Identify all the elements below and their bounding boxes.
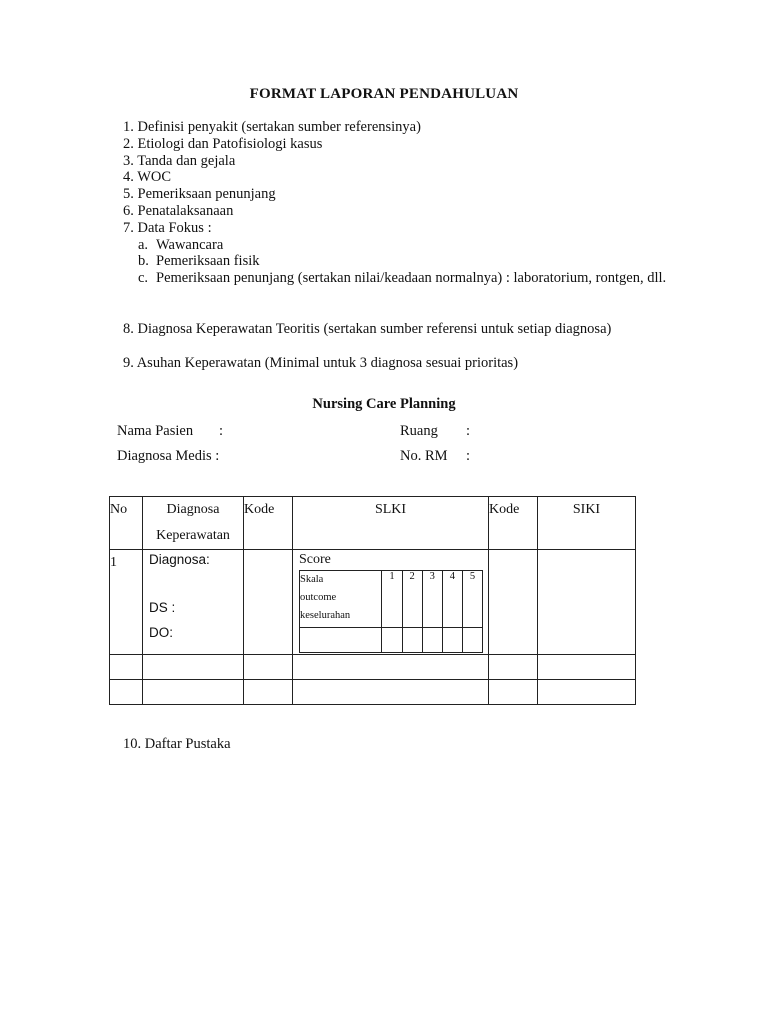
header-no: No: [110, 497, 143, 550]
header-diagnosa-line1: Diagnosa: [166, 502, 220, 517]
sub-item-text: Wawancara: [156, 236, 224, 253]
nama-pasien-colon: :: [219, 423, 224, 439]
empty-cell: [110, 680, 143, 705]
sub-item-text: Pemeriksaan penunjang (sertakan nilai/keadaan normalnya) : laboratorium, rontgen, dll.: [156, 270, 667, 287]
list-item: 7. Data Fokus :: [123, 219, 212, 236]
header-diagnosa: [143, 497, 244, 550]
sub-item-text: Pemeriksaan fisik: [156, 253, 260, 270]
table-row: [110, 680, 636, 705]
score-cell: [300, 628, 382, 653]
row1-siki: [538, 550, 636, 655]
row1-ds-do: [149, 595, 237, 645]
empty-cell: [538, 680, 636, 705]
sub-item-marker: c.: [138, 270, 149, 287]
ruang-label: Ruang: [400, 423, 438, 439]
row1-kode-2: [489, 550, 538, 655]
header-diagnosa-line2: Keperawatan: [156, 528, 230, 543]
score-scale-table: [299, 570, 483, 653]
score-cell: [462, 628, 482, 653]
empty-cell: [244, 680, 293, 705]
row1-ds: DS :: [149, 600, 176, 615]
score-cell: [442, 628, 462, 653]
nursing-care-table: [109, 496, 636, 705]
sub-item-marker: b.: [138, 253, 149, 270]
scale-2: 2: [402, 571, 422, 628]
scale-4: 4: [442, 571, 462, 628]
score-cell: [402, 628, 422, 653]
header-slki: SLKI: [293, 497, 489, 550]
skala-outcome-label: [300, 571, 382, 628]
diagnosa-medis-label: Diagnosa Medis :: [117, 448, 220, 464]
row1-diagnosa: Diagnosa:: [149, 552, 210, 567]
row1-kode-1: [244, 550, 293, 655]
empty-cell: [489, 655, 538, 680]
scale-1: 1: [382, 571, 402, 628]
list-item-9: 9. Asuhan Keperawatan (Minimal untuk 3 diagnosa sesuai prioritas): [123, 355, 519, 371]
list-item: 3. Tanda dan gejala: [123, 152, 236, 169]
header-kode-2: Kode: [489, 497, 538, 550]
row1-do: DO:: [149, 625, 174, 640]
list-item: 5. Pemeriksaan penunjang: [123, 186, 276, 203]
empty-cell: [293, 655, 489, 680]
row1-score-label: Score: [299, 552, 331, 567]
empty-cell: [293, 680, 489, 705]
list-item: 2. Etiologi dan Patofisiologi kasus: [123, 135, 323, 152]
table-header-row: [110, 497, 636, 550]
sub-list-item: [123, 270, 695, 287]
scale-3: 3: [422, 571, 442, 628]
ncp-title: Nursing Care Planning: [312, 396, 456, 412]
header-siki: SIKI: [538, 497, 636, 550]
empty-cell: [110, 655, 143, 680]
skala-line: outcome: [300, 592, 337, 603]
sub-list-item: [123, 253, 695, 270]
list-item: 1. Definisi penyakit (sertakan sumber referensinya): [123, 119, 421, 135]
list-item: 4. WOC: [123, 169, 172, 186]
sub-list-item: [123, 237, 695, 254]
ruang-colon: :: [466, 423, 471, 439]
empty-cell: [489, 680, 538, 705]
row1-slki-cell: [293, 550, 489, 655]
outline-list: [123, 119, 695, 287]
table-row: [110, 550, 636, 655]
list-item: 6. Penatalaksanaan: [123, 202, 234, 219]
empty-cell: [143, 655, 244, 680]
score-cell: [382, 628, 402, 653]
document-title: FORMAT LAPORAN PENDAHULUAN: [249, 86, 519, 102]
empty-cell: [244, 655, 293, 680]
skala-line: keselurahan: [300, 610, 351, 621]
no-rm-label: No. RM: [400, 448, 448, 464]
row1-diagnosa-cell: [143, 550, 244, 655]
no-rm-colon: :: [466, 448, 471, 464]
empty-cell: [143, 680, 244, 705]
score-cell: [422, 628, 442, 653]
empty-cell: [538, 655, 636, 680]
table-row: [110, 655, 636, 680]
row1-no: 1: [110, 550, 143, 655]
sub-item-marker: a.: [138, 236, 149, 253]
nama-pasien-label: Nama Pasien: [117, 423, 194, 439]
scale-5: 5: [462, 571, 482, 628]
list-item-8: 8. Diagnosa Keperawatan Teoritis (sertakan sumber referensi untuk setiap diagnosa): [123, 321, 612, 337]
skala-line: Skala: [300, 574, 324, 585]
list-item-10: 10. Daftar Pustaka: [123, 736, 231, 752]
header-kode-1: Kode: [244, 497, 293, 550]
nursing-care-table-wrapper: [109, 496, 635, 705]
